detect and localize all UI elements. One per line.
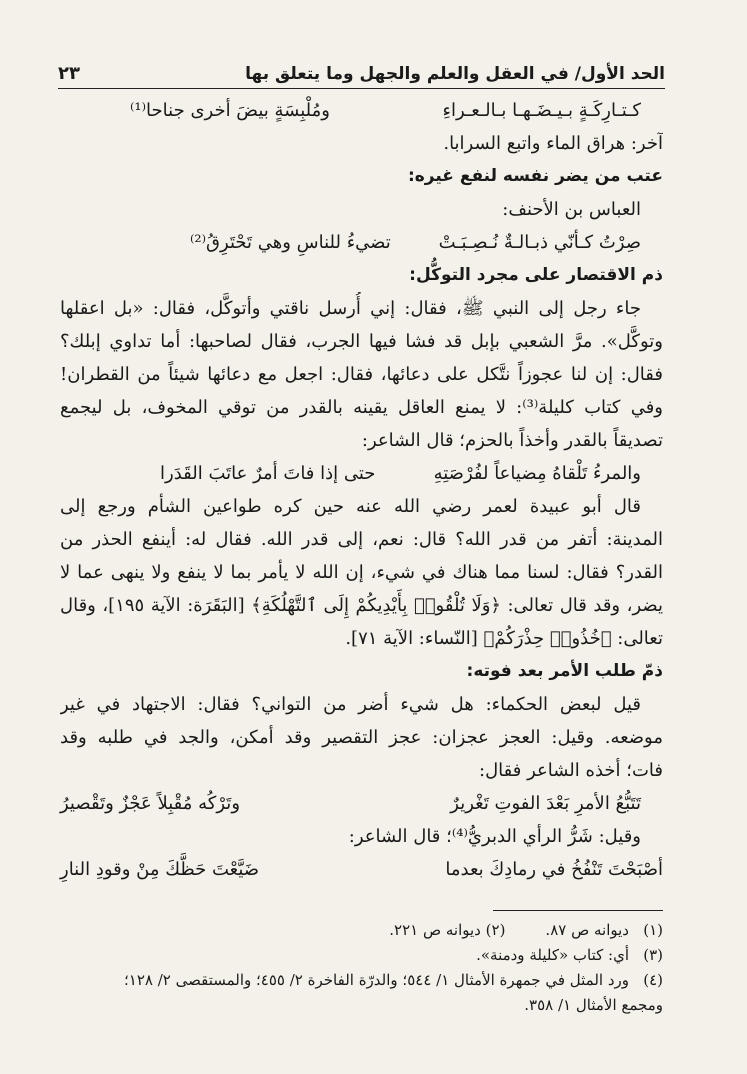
footnote-text: ديوانه ص ٢٢١. — [389, 921, 481, 939]
footnote-text: ديوانه ص ٨٧. — [545, 921, 629, 939]
verse-hemistich-first: أصْبَحْتَ تَنْفُخُ في رمادِكَ بعدما — [445, 859, 663, 880]
verse-line — [60, 457, 663, 490]
footnote-number: (٣) — [643, 946, 663, 964]
verse-line — [60, 94, 663, 127]
text-line: تعالى: ﴿خُذُوا۟ حِذْرَكُمْ﴾ [النّساء: الآية ٧١]. — [345, 628, 663, 649]
verse-hemistich-second: ومُلْبِسَةٍ بيضَ أخرى جناحا⁽¹⁾ — [130, 100, 330, 121]
text-line: قيل لبعض الحكماء: هل شيء أضر من التواني؟ فقال: الاجتهاد في غير — [60, 694, 641, 715]
running-head: الحد الأول/ في العقل والعلم والجهل وما يتعلق بها — [245, 64, 665, 84]
verse-line — [60, 226, 663, 259]
section-heading: ذم الاقتصار على مجرد التوكُّل: — [409, 265, 663, 285]
verse-hemistich-second: ضَيَّعْتَ حَظَّكَ مِنْ وقودِ النارِ — [60, 859, 260, 880]
footnote-number: (٤) — [643, 971, 663, 989]
section-heading: ذمّ طلب الأمر بعد فوته: — [466, 661, 663, 681]
footnote-text: ومجمع الأمثال ١/ ٣٥٨. — [524, 996, 663, 1014]
footnotes — [60, 918, 663, 1018]
footnote-text: أي: كتاب «كليلة ودمنة». — [476, 946, 629, 964]
text-line: قال أبو عبيدة لعمر رضي الله عنه حين كره طواعين الشأم ورجع إلى — [60, 496, 641, 517]
text-line: تصديقاً بالقدر وأخذاً بالحزم؛ قال الشاعر: — [361, 430, 663, 451]
footnote-divider — [493, 910, 663, 911]
footnote-line — [60, 943, 663, 968]
page-body — [60, 94, 663, 886]
text-line: المدينة: أتفر من قدر الله؟ قال: نعم، إلى قدر الله. فقال له: أينفع الحذر من — [60, 529, 663, 550]
verse-hemistich-first: تَتَبُّعُ الأمرِ بَعْدَ الفوتِ تَغْريرٌ — [450, 793, 641, 814]
footnote-line — [60, 993, 663, 1018]
text-line: وتوكَّل». مرَّ الشعبي بإبل قد فشا فيها الجرب، فقال لصاحبها: أما تداوي إبلك؟ — [60, 331, 663, 352]
footnote-line — [60, 918, 663, 943]
text-line: يضر، وقد قال تعالى: ﴿وَلَا تُلْقُوا۟ بِأَيْدِيكُمْ إِلَى ٱلتَّهْلُكَةِ﴾ [البَقَرَة: الآية ١٩٥]، وقال — [60, 595, 663, 616]
text-line: فقال: إن لنا عجوزاً نتَّكل على دعائها، فقال: اجعل مع دعائها شيئاً من القطران! — [60, 364, 663, 385]
page-header — [58, 50, 665, 89]
text-line: وقيل: شَرُّ الرأي الدبريُّ⁽⁴⁾؛ قال الشاعر: — [348, 826, 641, 847]
verse-hemistich-second: وتَرْكُه مُقْبِلاً عَجْزٌ وتَقْصيرُ — [60, 793, 241, 814]
text-line: فات؛ أخذه الشاعر فقال: — [479, 760, 663, 781]
text-line: موضعه. وقيل: العجز عجزان: عجز التقصير وقد أمكن، والجد في طلبه وقد — [60, 727, 663, 748]
verse-hemistich-first: صِرْتُ كـأنّي ذبـالـةٌ نُـصِـبَـتْ — [438, 232, 641, 253]
footnote-line — [60, 968, 663, 993]
page-number: ٢٣ — [58, 63, 80, 84]
verse-hemistich-first: والمرءُ تَلْقاهُ مِضياعاً لفُرْصَتِهِ — [433, 463, 641, 484]
section-heading: عتب من يضر نفسه لنفع غيره: — [407, 166, 663, 186]
verse-line — [60, 853, 663, 886]
verse-line — [60, 787, 663, 820]
verse-hemistich-second: تضيءُ للناسِ وهي تَحْتَرِقُ⁽²⁾ — [190, 232, 391, 253]
footnote-number: (١) — [643, 921, 663, 939]
text-line: آخر: هراق الماء واتبع السرابا. — [443, 133, 663, 154]
verse-hemistich-second: حتى إذا فاتَ أمرٌ عاتَبَ القَدَرا — [160, 463, 376, 484]
verse-hemistich-first: كـتـارِكَـةٍ بـيـضَـهـا بـالـعـراءِ — [442, 100, 641, 121]
footnote-text: ورد المثل في جمهرة الأمثال ١/ ٥٤٤؛ والدرّة الفاخرة ٢/ ٤٥٥؛ والمستقصى ٢/ ١٢٨؛ — [123, 971, 629, 989]
text-line: العباس بن الأحنف: — [502, 199, 641, 220]
footnote-number: (٢) — [485, 921, 506, 939]
text-line: جاء رجل إلى النبي ﷺ، فقال: إني أُرسل ناقتي وأتوكَّل، فقال: «بل اعقلها — [60, 298, 641, 319]
text-line: وفي كتاب كليلة⁽³⁾: لا يمنع العاقل يقينه بالقدر من توقي المخوف، بل ليجمع — [60, 397, 663, 418]
text-line: القدر؟ فقال: لسنا مما هناك في شيء، إن الله لا يأمر بما لا ينفع ولا ينهى عما لا — [60, 562, 663, 583]
